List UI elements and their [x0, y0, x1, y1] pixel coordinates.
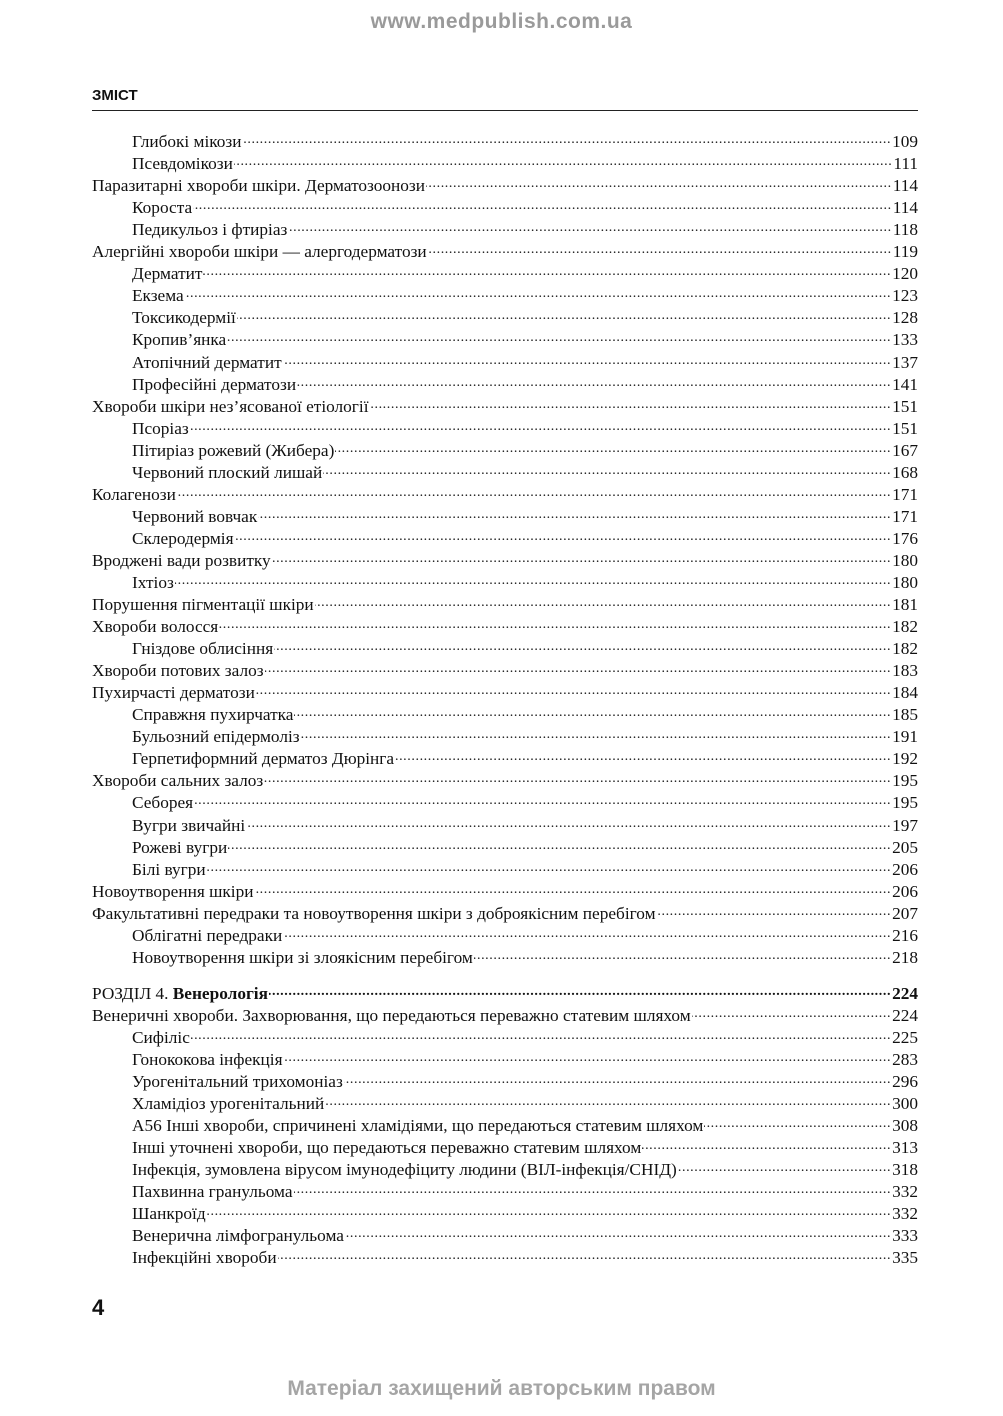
toc-entry-title [132, 1072, 343, 1092]
toc-entry-title [92, 617, 218, 637]
toc-entry [92, 571, 918, 593]
dot-leader [228, 838, 891, 858]
dot-leader [395, 749, 891, 769]
toc-entry-title-text: Атопічний дерматит [132, 352, 282, 372]
toc-entry [92, 1246, 918, 1268]
dot-leader [426, 176, 892, 196]
toc-entry-title-text: Бульозний епідермоліз [132, 727, 300, 747]
toc-entry-page: 192 [892, 749, 918, 769]
dot-leader [255, 882, 892, 902]
toc-entry-title [132, 1138, 641, 1158]
toc-entry-page: 218 [892, 947, 918, 967]
dot-leader [194, 793, 891, 813]
dot-leader [237, 308, 891, 328]
toc-entry-page: 184 [892, 683, 918, 703]
dot-leader [190, 419, 891, 439]
toc-entry-title-text: Колагенози [92, 484, 176, 504]
dot-leader [193, 198, 892, 218]
dot-leader [283, 926, 891, 946]
toc-entry-title [92, 771, 263, 791]
dot-leader [265, 661, 892, 681]
dot-leader [325, 1094, 891, 1114]
toc-entry-page: 195 [892, 771, 918, 791]
toc-entry-title-text: Пухирчасті дерматози [92, 683, 255, 703]
dot-leader [283, 353, 891, 373]
toc-entry-page: 114 [892, 198, 918, 218]
dot-leader [704, 1116, 891, 1136]
toc-entry [92, 858, 918, 880]
dot-leader [185, 286, 891, 306]
dot-leader [370, 397, 892, 417]
toc-entry-title-text: Інфекція, зумовлена вірусом імунодефіциту людини (ВІЛ-інфекція/СНІД) [132, 1160, 677, 1180]
toc-entry-page: 181 [892, 595, 918, 615]
toc-entry-title-text: Сифіліс [132, 1027, 190, 1047]
dot-leader [428, 242, 892, 262]
toc-entry-page: 318 [892, 1160, 918, 1180]
toc-entry-title [92, 661, 264, 681]
toc-entry-title-text: Глибокі мікози [132, 132, 242, 152]
toc-entry-title [92, 984, 268, 1004]
toc-entry-title-text: Себорея [132, 793, 194, 813]
dot-leader [297, 375, 891, 395]
dot-leader [207, 1204, 891, 1224]
toc-entry [92, 218, 918, 240]
dot-leader [274, 639, 891, 659]
dot-leader [474, 948, 891, 968]
toc-entry-title-text: Короста [132, 198, 193, 218]
toc-entry [92, 836, 918, 858]
dot-leader [315, 595, 891, 615]
toc-entry-title [92, 176, 425, 196]
toc-entry-title-text: Хвороби шкіри нез’ясованої етіології [92, 396, 369, 416]
dot-leader [246, 816, 891, 836]
toc-entry-page: 182 [892, 617, 918, 637]
toc-entry-title-text: Червоний плоский лишай [132, 462, 323, 482]
toc-entry-title [132, 463, 322, 483]
dot-leader [657, 904, 892, 924]
toc-entry-title [132, 1094, 324, 1114]
toc-entry-title [132, 132, 241, 152]
toc-entry-title-text: Алергійні хвороби шкіри — алергодерматози [92, 242, 427, 262]
toc-entry [92, 1026, 918, 1048]
toc-entry [92, 196, 918, 218]
dot-leader [207, 860, 891, 880]
toc-entry-title [92, 551, 271, 571]
toc-entry-page: 118 [892, 220, 918, 240]
toc-entry-title [132, 1050, 283, 1070]
toc-entry-title [132, 1028, 190, 1048]
toc-entry-title [132, 705, 293, 725]
toc-entry-page: 183 [892, 661, 918, 681]
toc-entry-title [132, 639, 273, 659]
dot-leader [191, 1028, 891, 1048]
toc-entry-page: 335 [892, 1248, 918, 1268]
toc-entry-title-text: Білі вугри [132, 859, 206, 879]
toc-entry [92, 527, 918, 549]
toc-entry-page: 137 [892, 352, 918, 372]
toc-entry-title-text: Герпетиформний дерматоз Дюрінга [132, 749, 395, 769]
toc-entry-title [132, 286, 184, 306]
toc-entry-page: 332 [892, 1204, 918, 1224]
toc-entry-title [132, 793, 193, 813]
toc-entry-page: 180 [892, 550, 918, 570]
toc-entry-page: 224 [892, 983, 918, 1003]
toc-entry [92, 1114, 918, 1136]
toc-entry-title [132, 838, 227, 858]
toc-entry [92, 725, 918, 747]
toc-entry [92, 284, 918, 306]
toc-entry [92, 350, 918, 372]
toc-entry [92, 637, 918, 659]
toc-entry [92, 1202, 918, 1224]
toc-entry-title-text: Хвороби волосся [92, 617, 219, 637]
toc-entry-title [132, 1204, 206, 1224]
toc-entry [92, 328, 918, 350]
toc-entry-title-text: Венерична лімфогранульома [132, 1226, 344, 1246]
toc-entry-title [132, 529, 234, 549]
toc-entry-title-text: Хламідіоз урогенітальний [132, 1094, 325, 1114]
toc-entry-title [132, 419, 189, 439]
toc-entry-title [92, 683, 255, 703]
toc-entry-title [132, 948, 473, 968]
toc-entry [92, 615, 918, 637]
toc-entry-title [132, 154, 233, 174]
toc-entry-title-text: Псевдомікози [132, 154, 233, 174]
toc-entry-title [92, 1006, 691, 1026]
toc-entry-title-text: Гніздове облисіння [132, 639, 274, 659]
toc-entry-title-text: Червоний вовчак [132, 506, 258, 526]
dot-leader [269, 984, 891, 1004]
toc-entry-title [132, 198, 192, 218]
toc-entry [92, 659, 918, 681]
toc-entry-title [132, 1182, 293, 1202]
toc-entry [92, 681, 918, 703]
dot-leader [242, 132, 891, 152]
toc-entry-page: 167 [892, 440, 918, 460]
toc-entry-title-text: Хвороби потових залоз [92, 661, 264, 681]
toc-entry-page: 176 [892, 528, 918, 548]
running-header [92, 86, 918, 111]
page-number: 4 [92, 1295, 105, 1320]
toc-entry-title [92, 242, 427, 262]
toc-entry [92, 461, 918, 483]
dot-leader [345, 1226, 891, 1246]
toc-entry-title [132, 264, 202, 284]
toc-entry [92, 1070, 918, 1092]
toc-entry [92, 174, 918, 196]
toc-entry-title-text: Професійні дерматози [132, 374, 297, 394]
dot-leader [203, 264, 891, 284]
toc-entry-page: 332 [892, 1182, 918, 1202]
toc-entry-title-text: Венеричні хвороби. Захворювання, що передаються переважно статевим шляхом [92, 1005, 691, 1025]
copyright-watermark: Матеріал захищений авторським правом [287, 1377, 716, 1400]
toc-entry-page: 171 [892, 484, 918, 504]
toc-entry-title-text: Токсикодермії [132, 308, 236, 328]
toc-entry [92, 262, 918, 284]
toc-entry [92, 791, 918, 813]
toc-entry [92, 946, 918, 968]
toc-entry-page: 120 [892, 264, 918, 284]
toc-entry-page: 141 [892, 374, 918, 394]
toc-entry-title-text: Педикульоз і фтиріаз [132, 220, 288, 240]
toc-entry [92, 306, 918, 328]
watermark-url: www.medpublish.com.ua [370, 10, 633, 33]
toc-entry-title [132, 1116, 703, 1136]
toc-entry [92, 1224, 918, 1246]
toc-entry [92, 813, 918, 835]
dot-leader [219, 617, 891, 637]
toc-entry-title [132, 1160, 677, 1180]
dot-leader [294, 1182, 892, 1202]
toc-entry-title [132, 308, 236, 328]
toc-entry-title-text: Псоріаз [132, 418, 189, 438]
toc-entry [92, 152, 918, 174]
toc-entry-page: 151 [892, 418, 918, 438]
toc-entry-title-text: Склеродермія [132, 528, 234, 548]
toc-entry-title [132, 220, 287, 240]
toc-entry-title-text: Урогенітальний трихомоніаз [132, 1072, 343, 1092]
toc-entry [92, 483, 918, 505]
toc-entry-title-text: Новоутворення шкіри зі злоякісним перебігом [132, 947, 473, 967]
dot-leader [256, 683, 891, 703]
toc-entry-title [132, 816, 245, 836]
toc-entry [92, 902, 918, 924]
toc-entry [92, 417, 918, 439]
toc-entry-page: 313 [892, 1138, 918, 1158]
toc-entry [92, 1004, 918, 1026]
toc-entry-title [132, 507, 257, 527]
toc-entry [92, 924, 918, 946]
toc-entry-page: 119 [892, 242, 918, 262]
dot-leader [344, 1072, 891, 1092]
toc-entry-title-text: Пітиріаз рожевий (Жибера) [132, 440, 335, 460]
toc-entry-title [132, 1248, 277, 1268]
toc-entry [92, 1180, 918, 1202]
toc-entry-page: 109 [892, 132, 918, 152]
toc-entry-page: 128 [892, 308, 918, 328]
toc-entry-title-text: Кропив’янка [132, 330, 227, 350]
toc-entry [92, 130, 918, 152]
toc-entry [92, 1092, 918, 1114]
toc-entry [92, 505, 918, 527]
dot-leader [235, 529, 892, 549]
toc-entry-title [132, 375, 296, 395]
toc-entry-title-text: А56 Інші хвороби, спричинені хламідіями, що передаються статевим шляхом [132, 1116, 704, 1136]
toc-entry-page: 206 [892, 859, 918, 879]
dot-leader [227, 330, 891, 350]
toc-entry-page: 308 [892, 1116, 918, 1136]
dot-leader [335, 441, 891, 461]
dot-leader [272, 551, 891, 571]
toc-entry-title [92, 397, 369, 417]
toc-entry-title-text: Облігатні передраки [132, 925, 283, 945]
header-title: ЗМІСТ [92, 87, 138, 104]
toc-entry-page: 296 [892, 1072, 918, 1092]
toc-entry-page: 283 [892, 1049, 918, 1069]
toc-entry-title-text: Іхтіоз [132, 572, 174, 592]
toc-entry-page: 111 [893, 154, 918, 174]
toc-entry [92, 880, 918, 902]
toc-entry-title [132, 727, 300, 747]
dot-leader [175, 573, 891, 593]
toc-entry-page: 151 [892, 396, 918, 416]
toc-entry-title-text: Вроджені вади розвитку [92, 550, 271, 570]
toc-entry-title-text: Рожеві вугри [132, 837, 228, 857]
dot-leader [642, 1138, 891, 1158]
toc-entry [92, 703, 918, 725]
toc-entry-page: 216 [892, 925, 918, 945]
toc-entry-title-text: Порушення пігментації шкіри [92, 595, 314, 615]
toc-entry-title-text: Екзема [132, 286, 184, 306]
dot-leader [301, 727, 892, 747]
toc-entry-title-text: Гонококова інфекція [132, 1049, 283, 1069]
toc-entry-title [132, 1226, 344, 1246]
dot-leader [288, 220, 891, 240]
dot-leader [284, 1050, 892, 1070]
toc-entry-page: 182 [892, 639, 918, 659]
toc-entry-title [132, 573, 174, 593]
toc-entry [92, 1048, 918, 1070]
toc-entry [92, 549, 918, 571]
toc-entry-page: 133 [892, 330, 918, 350]
toc-entry-title [132, 926, 282, 946]
toc-entry-title-text: Новоутворення шкіри [92, 881, 254, 901]
toc-entry-page: 185 [892, 705, 918, 725]
toc-entry-title-text: Інші уточнені хвороби, що передаються переважно статевим шляхом [132, 1138, 642, 1158]
toc-entry-page: 207 [892, 903, 918, 923]
toc-entry-page: 195 [892, 793, 918, 813]
dot-leader [258, 507, 891, 527]
table-of-contents [92, 130, 918, 1268]
toc-entry-page: 114 [892, 176, 918, 196]
toc-entry-title-text: Інфекційні хвороби [132, 1248, 277, 1268]
toc-entry-title-text: Пахвинна гранульома [132, 1182, 293, 1202]
toc-entry-title-text: Шанкроїд [132, 1204, 206, 1224]
toc-entry-page: 180 [892, 572, 918, 592]
toc-entry-title-text: РОЗДІЛ 4. [92, 983, 169, 1003]
toc-entry [92, 240, 918, 262]
toc-entry-title [92, 485, 176, 505]
dot-leader [278, 1248, 891, 1268]
toc-section-name: Венерологія [172, 983, 268, 1003]
toc-entry [92, 593, 918, 615]
toc-entry-page: 300 [892, 1094, 918, 1114]
toc-entry [92, 747, 918, 769]
dot-leader [294, 705, 891, 725]
dot-leader [323, 463, 891, 483]
toc-section-heading [92, 982, 918, 1004]
dot-leader [678, 1160, 891, 1180]
toc-entry-page: 168 [892, 462, 918, 482]
toc-entry-title-text: Справжня пухирчатка [132, 705, 294, 725]
toc-entry-page: 206 [892, 881, 918, 901]
toc-entry-title [92, 904, 656, 924]
toc-entry-title-text: Дерматит [132, 264, 203, 284]
dot-leader [264, 771, 891, 791]
toc-entry-title [92, 882, 254, 902]
toc-entry-page: 191 [892, 727, 918, 747]
toc-entry-page: 197 [892, 815, 918, 835]
toc-entry [92, 373, 918, 395]
toc-entry-page: 225 [892, 1027, 918, 1047]
toc-entry [92, 1136, 918, 1158]
toc-entry-title [132, 441, 334, 461]
dot-leader [692, 1006, 891, 1026]
toc-entry-title-text: Хвороби сальних залоз [92, 771, 264, 791]
toc-entry-title [132, 353, 282, 373]
toc-entry-page: 123 [892, 286, 918, 306]
toc-entry-title [92, 595, 314, 615]
toc-entry-title [132, 860, 206, 880]
toc-entry-page: 205 [892, 837, 918, 857]
toc-entry [92, 769, 918, 791]
toc-entry-title-text: Факультативні передраки та новоутворення шкіри з доброякісним перебігом [92, 903, 656, 923]
toc-entry-page: 224 [892, 1005, 918, 1025]
toc-entry-title [132, 749, 394, 769]
toc-entry [92, 1158, 918, 1180]
toc-entry [92, 439, 918, 461]
toc-entry-title [132, 330, 226, 350]
toc-entry-title-text: Вугри звичайні [132, 815, 246, 835]
toc-entry-page: 333 [892, 1226, 918, 1246]
dot-leader [234, 154, 893, 174]
toc-entry-title-text: Паразитарні хвороби шкіри. Дерматозоонози [92, 176, 426, 196]
dot-leader [177, 485, 891, 505]
toc-entry [92, 395, 918, 417]
toc-entry-page: 171 [892, 506, 918, 526]
